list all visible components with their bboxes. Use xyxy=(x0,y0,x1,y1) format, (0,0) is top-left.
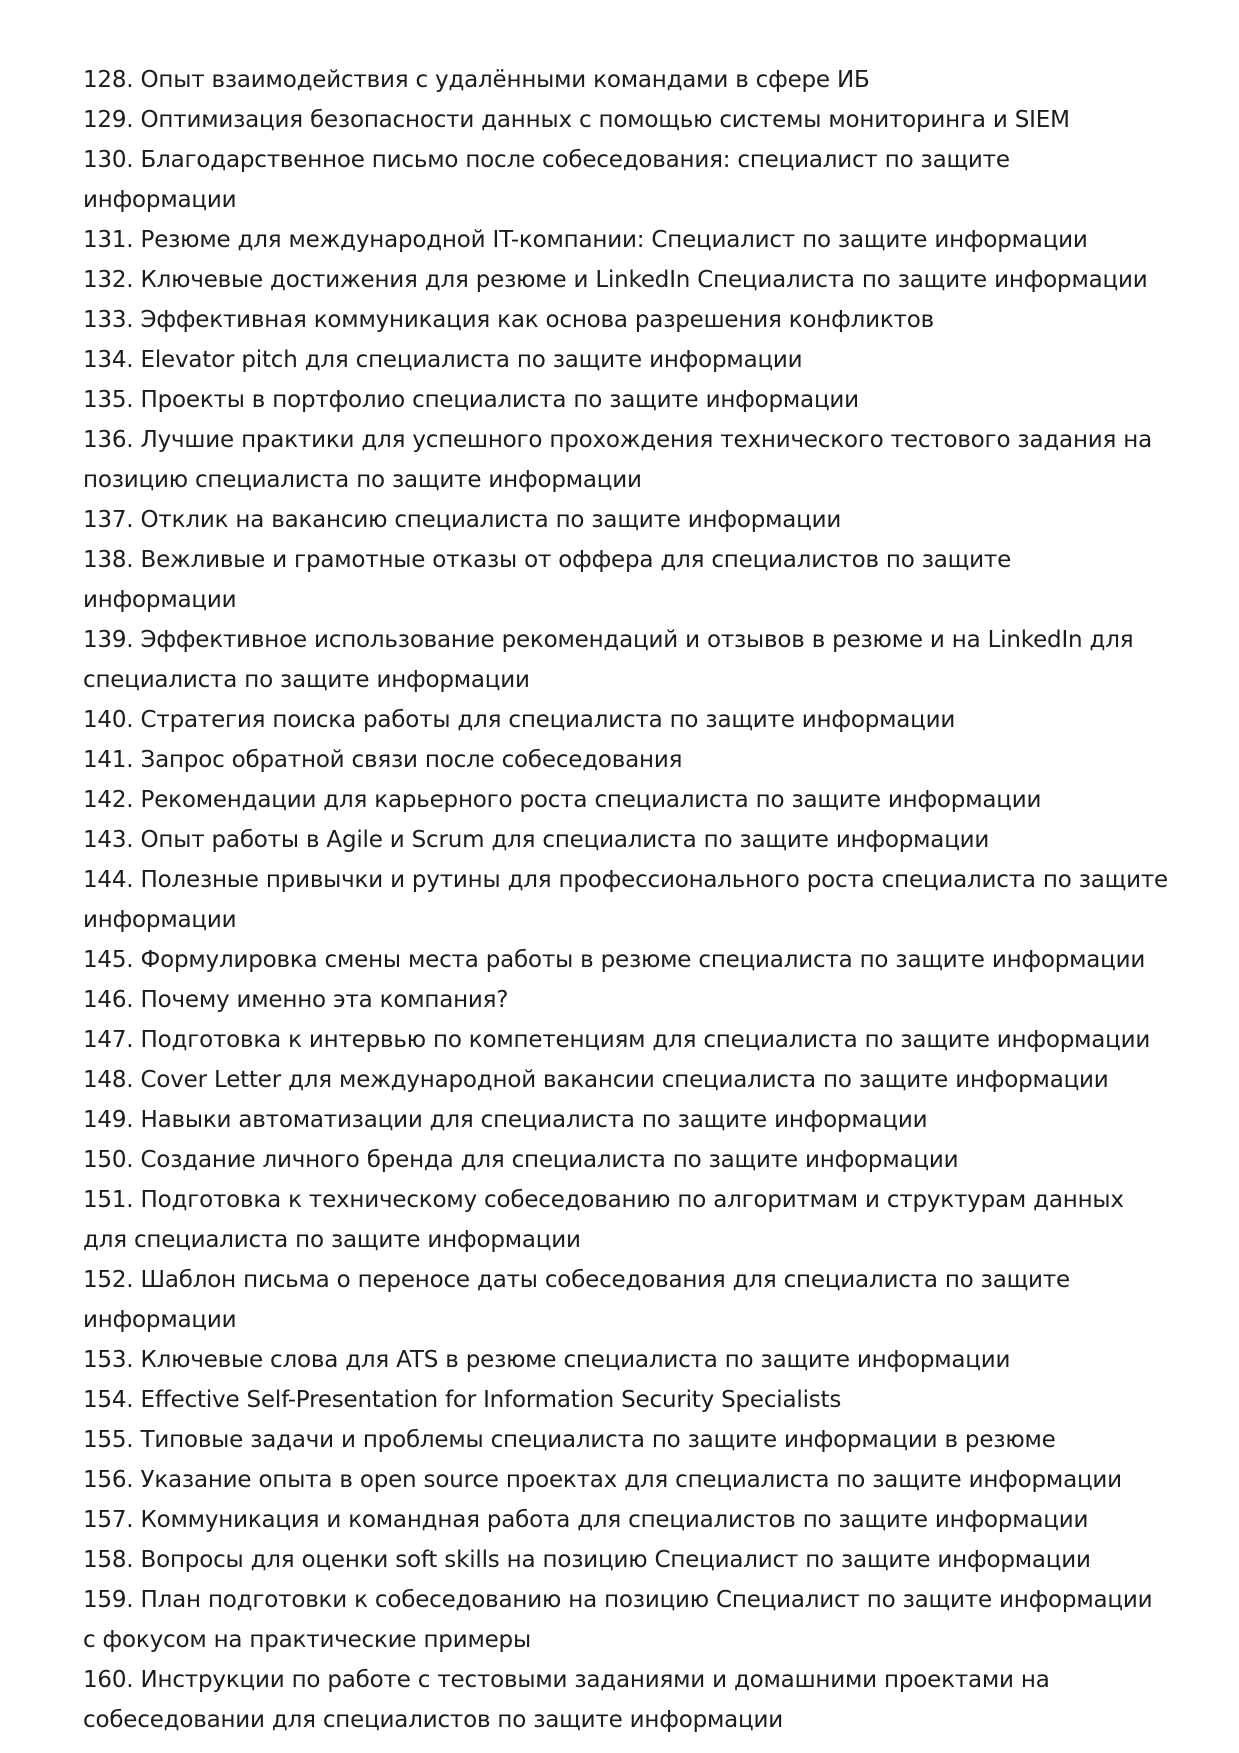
list-item: 158. Вопросы для оценки soft skills на позицию Специалист по защите информации xyxy=(83,1547,1091,1573)
list-item: 146. Почему именно эта компания? xyxy=(83,987,509,1013)
list-item: 154. Effective Self-Presentation for Information Security Specialists xyxy=(83,1387,842,1413)
list-item: 141. Запрос обратной связи после собеседования xyxy=(83,747,683,773)
list-item: 155. Типовые задачи и проблемы специалиста по защите информации в резюме xyxy=(83,1427,1056,1453)
list-item: 142. Рекомендации для карьерного роста специалиста по защите информации xyxy=(83,787,1042,813)
list-item: 144. Полезные привычки и рутины для профессионального роста специалиста по защите информации xyxy=(83,867,1168,933)
list-item: 153. Ключевые слова для ATS в резюме специалиста по защите информации xyxy=(83,1347,1011,1373)
list-item: 150. Создание личного бренда для специалиста по защите информации xyxy=(83,1147,959,1173)
list-item: 139. Эффективное использование рекомендаций и отзывов в резюме и на LinkedIn для специалиста по защите информации xyxy=(83,627,1134,693)
list-item: 160. Инструкции по работе с тестовыми заданиями и домашними проектами на собеседовании для специалистов по защите информации xyxy=(83,1667,1050,1733)
topic-list xyxy=(83,60,1168,1740)
list-item: 149. Навыки автоматизации для специалиста по защите информации xyxy=(83,1107,928,1133)
list-item: 145. Формулировка смены места работы в резюме специалиста по защите информации xyxy=(83,947,1146,973)
list-item: 131. Резюме для международной IT-компании: Специалист по защите информации xyxy=(83,227,1088,253)
list-item: 134. Elevator pitch для специалиста по защите информации xyxy=(83,347,803,373)
list-item: 130. Благодарственное письмо после собеседования: специалист по защите информации xyxy=(83,147,1010,213)
list-item: 135. Проекты в портфолио специалиста по защите информации xyxy=(83,387,859,413)
list-item: 132. Ключевые достижения для резюме и LinkedIn Специалиста по защите информации xyxy=(83,267,1148,293)
list-item: 159. План подготовки к собеседованию на позицию Специалист по защите информации с фокусом на практические примеры xyxy=(83,1587,1153,1653)
list-item: 148. Cover Letter для международной вакансии специалиста по защите информации xyxy=(83,1067,1109,1093)
list-item: 138. Вежливые и грамотные отказы от оффера для специалистов по защите информации xyxy=(83,547,1012,613)
document-page xyxy=(83,60,1168,1740)
list-item: 129. Оптимизация безопасности данных с помощью системы мониторинга и SIEM xyxy=(83,107,1070,133)
list-item: 137. Отклик на вакансию специалиста по защите информации xyxy=(83,507,842,533)
list-item: 156. Указание опыта в open source проектах для специалиста по защите информации xyxy=(83,1467,1122,1493)
list-item: 147. Подготовка к интервью по компетенциям для специалиста по защите информации xyxy=(83,1027,1151,1053)
list-item: 133. Эффективная коммуникация как основа разрешения конфликтов xyxy=(83,307,934,333)
list-item: 157. Коммуникация и командная работа для специалистов по защите информации xyxy=(83,1507,1089,1533)
list-item: 151. Подготовка к техническому собеседованию по алгоритмам и структурам данных для специалиста по защите информации xyxy=(83,1187,1124,1253)
list-item: 128. Опыт взаимодействия с удалёнными командами в сфере ИБ xyxy=(83,67,870,93)
list-item: 140. Стратегия поиска работы для специалиста по защите информации xyxy=(83,707,956,733)
list-item: 136. Лучшие практики для успешного прохождения технического тестового задания на позицию специалиста по защите информации xyxy=(83,427,1153,493)
list-item: 143. Опыт работы в Agile и Scrum для специалиста по защите информации xyxy=(83,827,990,853)
list-item: 152. Шаблон письма о переносе даты собеседования для специалиста по защите информации xyxy=(83,1267,1070,1333)
